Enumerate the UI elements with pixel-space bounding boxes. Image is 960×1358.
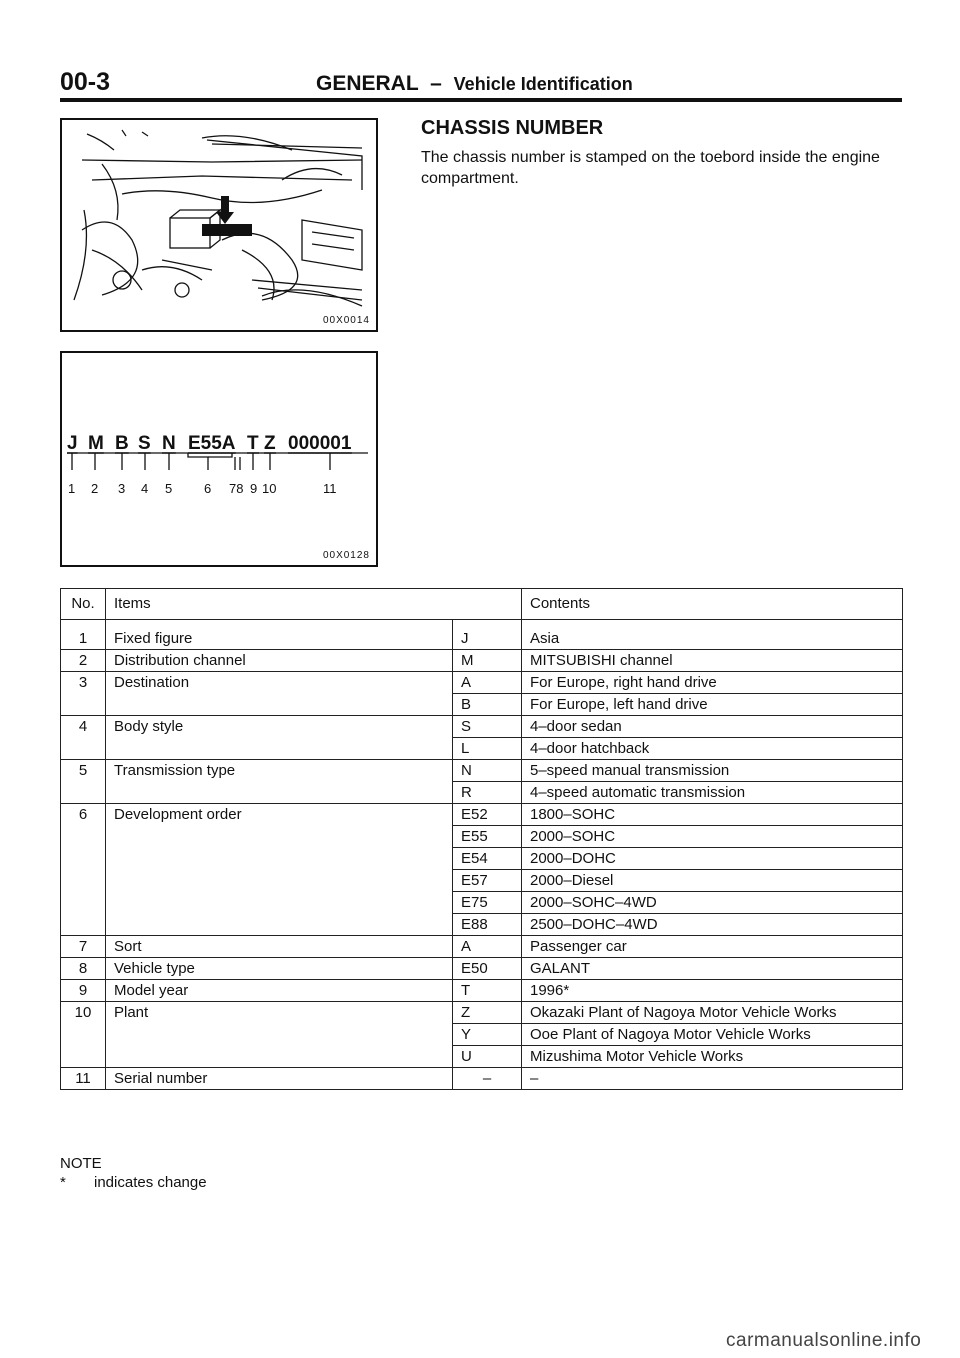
row-code: E54 <box>453 848 522 870</box>
vin-breakdown-figure <box>60 351 378 567</box>
row-code: N <box>453 760 522 782</box>
row-item: Transmission type <box>106 760 453 804</box>
header-contents: Contents <box>522 589 903 620</box>
vin-pos-3: 3 <box>118 481 126 496</box>
row-code: U <box>453 1046 522 1068</box>
row-code: L <box>453 738 522 760</box>
row-content: 2000–SOHC <box>522 826 903 848</box>
title-dash: – <box>430 72 442 95</box>
row-item: Serial number <box>106 1068 453 1090</box>
table-row <box>61 936 903 958</box>
row-content: For Europe, right hand drive <box>522 672 903 694</box>
row-content: – <box>522 1068 903 1090</box>
row-no: 4 <box>61 716 106 760</box>
vin-pos-4: 4 <box>141 481 149 496</box>
table-row <box>61 804 903 826</box>
row-content: For Europe, left hand drive <box>522 694 903 716</box>
row-code: B <box>453 694 522 716</box>
vin-pos-9: 9 <box>250 481 258 496</box>
section-title: CHASSIS NUMBER <box>421 117 604 139</box>
row-code: E52 <box>453 804 522 826</box>
table-row <box>61 760 903 782</box>
row-code: E57 <box>453 870 522 892</box>
row-content: Passenger car <box>522 936 903 958</box>
row-code: A <box>453 672 522 694</box>
row-item: Fixed figure <box>106 620 453 650</box>
row-code: A <box>453 936 522 958</box>
row-no: 1 <box>61 620 106 650</box>
vin-char-8: Z <box>264 433 276 454</box>
row-code: M <box>453 650 522 672</box>
vin-pos-5: 5 <box>165 481 173 496</box>
row-item: Development order <box>106 804 453 936</box>
row-content: 4–door sedan <box>522 716 903 738</box>
vin-char-2: M <box>88 433 104 454</box>
engine-compartment-figure <box>60 118 378 332</box>
row-item: Destination <box>106 672 453 716</box>
vin-char-4: S <box>138 433 151 454</box>
row-content: 1996* <box>522 980 903 1002</box>
row-content: 1800–SOHC <box>522 804 903 826</box>
note <box>60 1154 207 1192</box>
vin-char-6: E55A <box>188 433 236 454</box>
row-no: 10 <box>61 1002 106 1068</box>
vin-pos-6: 6 <box>204 481 212 496</box>
table-row <box>61 650 903 672</box>
figure-code: 00X0014 <box>322 315 370 326</box>
row-item: Sort <box>106 936 453 958</box>
note-label: NOTE <box>60 1155 102 1172</box>
row-item: Plant <box>106 1002 453 1068</box>
row-content: Asia <box>522 620 903 650</box>
row-code: E75 <box>453 892 522 914</box>
row-code: J <box>453 620 522 650</box>
row-code: T <box>453 980 522 1002</box>
row-code: Z <box>453 1002 522 1024</box>
vin-char-3: B <box>115 433 129 454</box>
table-row <box>61 980 903 1002</box>
row-content: GALANT <box>522 958 903 980</box>
title-main: GENERAL <box>316 72 419 95</box>
row-no: 6 <box>61 804 106 936</box>
row-no: 3 <box>61 672 106 716</box>
row-no: 2 <box>61 650 106 672</box>
watermark: carmanualsonline.info <box>726 1330 922 1351</box>
note-asterisk: * <box>60 1174 66 1191</box>
table-header-row <box>61 589 903 620</box>
row-code: R <box>453 782 522 804</box>
row-content: 2500–DOHC–4WD <box>522 914 903 936</box>
vin-char-9: 000001 <box>288 433 352 454</box>
header-items: Items <box>106 589 522 620</box>
table-row <box>61 672 903 694</box>
table-row <box>61 1068 903 1090</box>
page-header <box>60 66 902 102</box>
row-code: E55 <box>453 826 522 848</box>
title-sub: Vehicle Identification <box>453 74 633 94</box>
row-content: Ooe Plant of Nagoya Motor Vehicle Works <box>522 1024 903 1046</box>
row-item: Body style <box>106 716 453 760</box>
row-no: 9 <box>61 980 106 1002</box>
section-body: The chassis number is stamped on the toebord inside the engine compartment. <box>421 149 880 187</box>
row-item: Vehicle type <box>106 958 453 980</box>
row-no: 8 <box>61 958 106 980</box>
row-content: 2000–Diesel <box>522 870 903 892</box>
page-number: 00-3 <box>60 68 111 96</box>
row-code: E50 <box>453 958 522 980</box>
row-code: S <box>453 716 522 738</box>
table-row <box>61 716 903 738</box>
vin-char-7: T <box>247 433 259 454</box>
row-content: 5–speed manual transmission <box>522 760 903 782</box>
vin-char-1: J <box>67 433 78 454</box>
row-code: E88 <box>453 914 522 936</box>
table-row <box>61 958 903 980</box>
row-content: Okazaki Plant of Nagoya Motor Vehicle Works <box>522 1002 903 1024</box>
vin-pos-10: 10 <box>262 481 277 496</box>
row-content: 4–speed automatic transmission <box>522 782 903 804</box>
table-row <box>61 620 903 650</box>
vin-char-5: N <box>162 433 176 454</box>
vin-diagram <box>62 353 376 533</box>
vin-spec-table <box>60 588 903 1090</box>
vin-pos-78: 78 <box>229 481 244 496</box>
row-no: 5 <box>61 760 106 804</box>
engine-illustration <box>62 120 376 310</box>
row-item: Model year <box>106 980 453 1002</box>
vin-pos-2: 2 <box>91 481 99 496</box>
table-row <box>61 1002 903 1024</box>
note-line <box>60 1173 207 1192</box>
vin-pos-1: 1 <box>68 481 76 496</box>
row-no: 7 <box>61 936 106 958</box>
row-content: MITSUBISHI channel <box>522 650 903 672</box>
row-content: 2000–SOHC–4WD <box>522 892 903 914</box>
vin-pos-11: 11 <box>323 481 337 496</box>
row-item: Distribution channel <box>106 650 453 672</box>
row-content: Mizushima Motor Vehicle Works <box>522 1046 903 1068</box>
figure-code: 00X0128 <box>322 550 370 561</box>
row-content: 4–door hatchback <box>522 738 903 760</box>
row-no: 11 <box>61 1068 106 1090</box>
header-no: No. <box>61 589 106 620</box>
row-code: Y <box>453 1024 522 1046</box>
note-text: indicates change <box>94 1174 207 1191</box>
page-title <box>316 72 633 96</box>
row-code: – <box>453 1068 522 1090</box>
row-content: 2000–DOHC <box>522 848 903 870</box>
